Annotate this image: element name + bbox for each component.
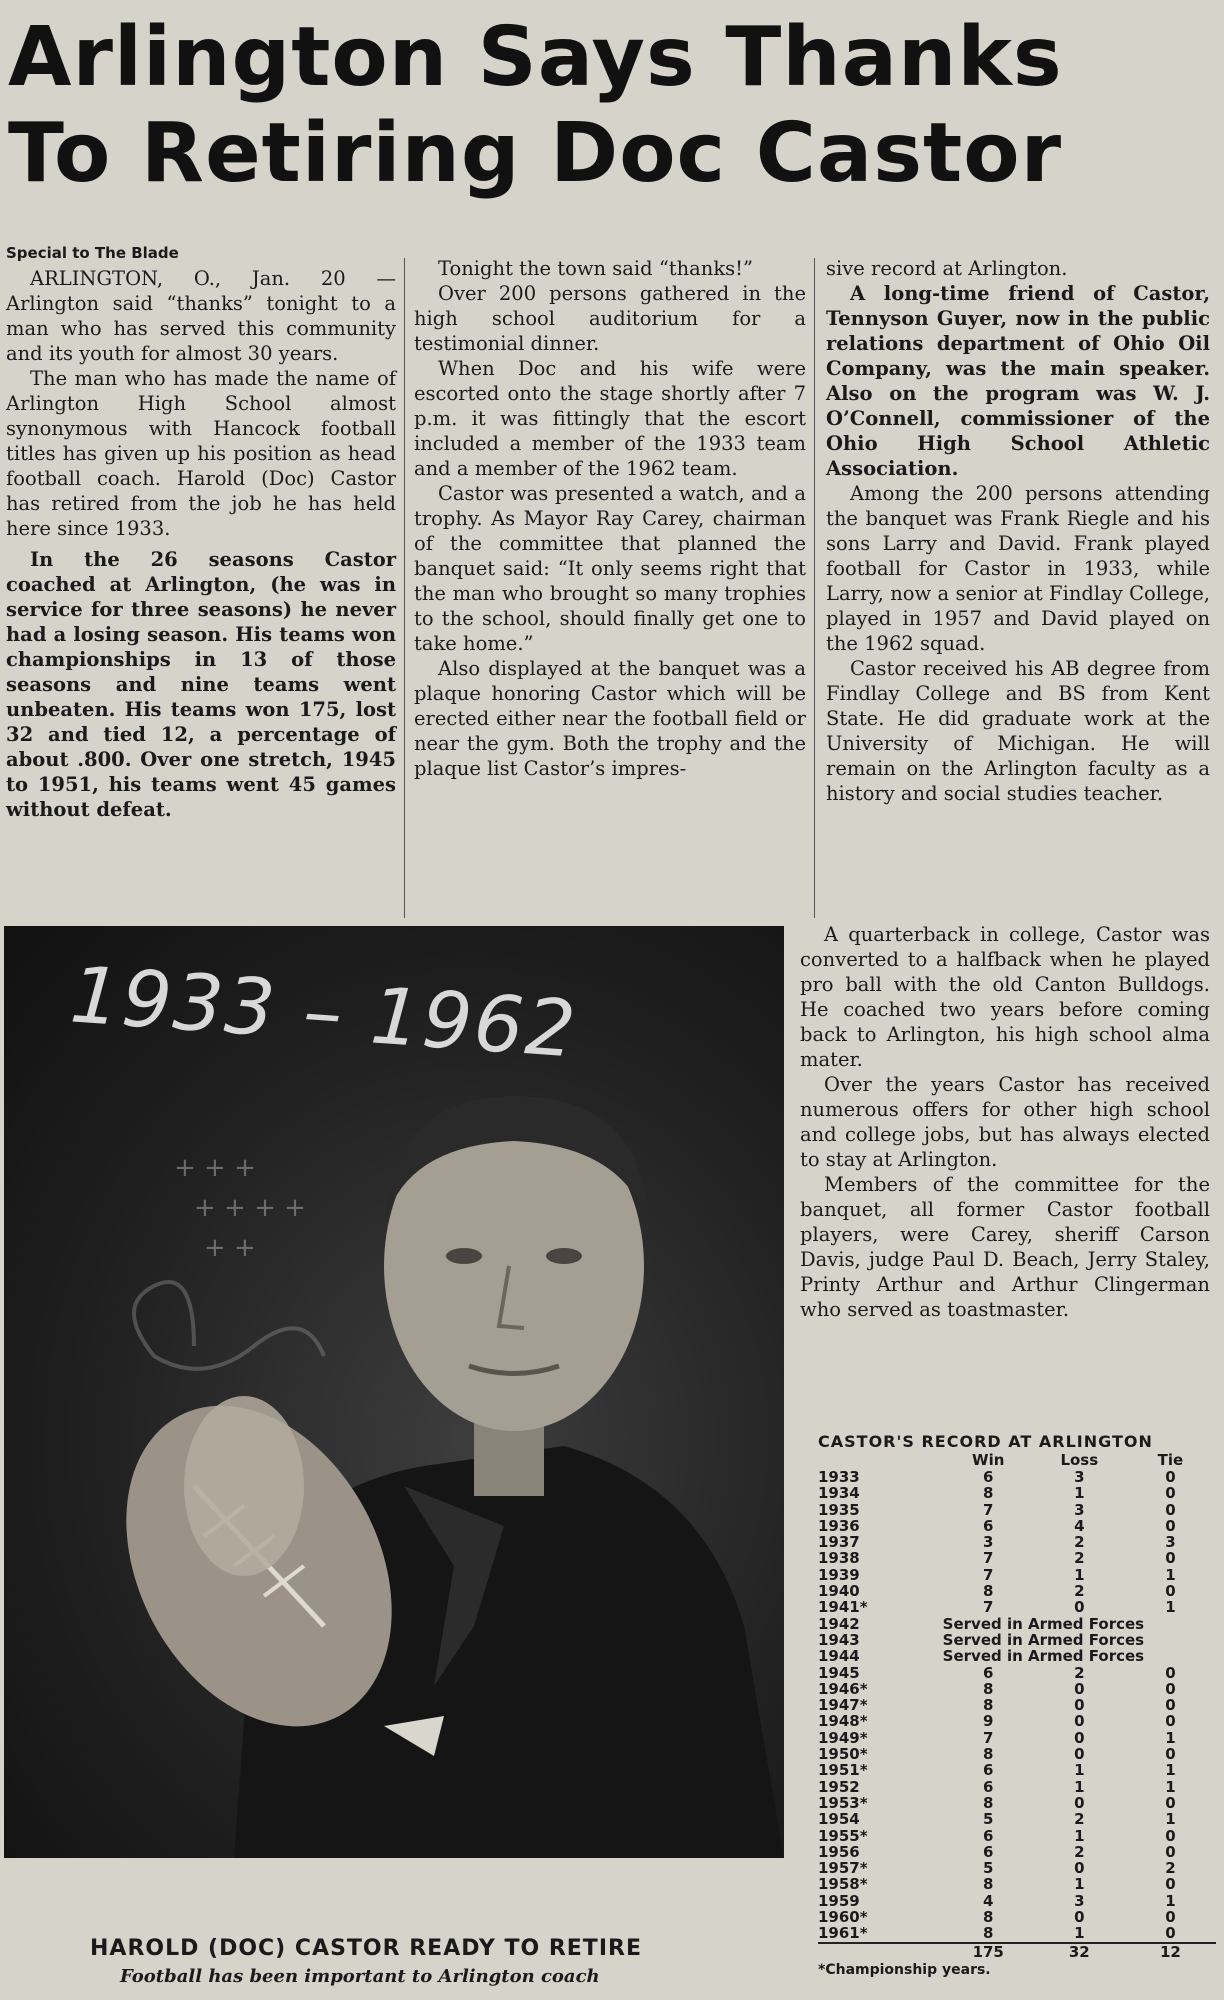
record-tie: 0 (1165, 1582, 1176, 1601)
total-losses: 32 (1034, 1943, 1125, 1960)
record-note: Served in Armed Forces (942, 1630, 1145, 1649)
paragraph: When Doc and his wife were escorted onto the stage shortly after 7 p.m. it was fittingly that the escort included a member of the 1933 team and a member of the 1962 team. (414, 357, 806, 480)
record-year: 1938 (818, 1549, 860, 1568)
record-win: 9 (983, 1712, 994, 1731)
record-row (818, 1909, 1216, 1925)
record-row (818, 1730, 1216, 1746)
record-win: 6 (983, 1777, 994, 1796)
record-year: 1949* (818, 1728, 868, 1747)
paragraph: sive record at Arlington. (826, 257, 1068, 280)
record-tie: 0 (1165, 1663, 1176, 1682)
record-win: 8 (983, 1582, 994, 1601)
record-win: 8 (983, 1484, 994, 1503)
record-row (818, 1828, 1216, 1844)
record-loss: 2 (1074, 1842, 1085, 1861)
record-year: 1951* (818, 1761, 868, 1780)
record-win: 7 (983, 1728, 994, 1747)
record-row (818, 1632, 1216, 1648)
photo-caption-subtitle: Football has been important to Arlington coach (120, 1966, 600, 1987)
record-row (818, 1844, 1216, 1860)
record-row (818, 1746, 1216, 1762)
paragraph: Castor received his AB degree from Findlay College and BS from Kent State. He did graduate work at the University of Michigan. He will remain on the Arlington faculty as a history and social studies teacher. (826, 657, 1210, 805)
record-win: 6 (983, 1761, 994, 1780)
record-row (818, 1616, 1216, 1632)
record-win: 5 (983, 1859, 994, 1878)
svg-text:+ + +: + + + (174, 1153, 256, 1183)
record-tie: 1 (1165, 1598, 1176, 1617)
paragraph: ARLINGTON, O., Jan. 20 — Arlington said “thanks” tonight to a man who has served this community and its youth for almost 30 years. (6, 267, 396, 365)
record-win: 3 (983, 1533, 994, 1552)
record-year: 1959 (818, 1891, 860, 1910)
record-year: 1956 (818, 1842, 860, 1861)
record-year: 1936 (818, 1516, 860, 1535)
record-win: 8 (983, 1908, 994, 1927)
record-tie: 0 (1165, 1875, 1176, 1894)
paragraph: Castor was presented a watch, and a trophy. As Mayor Ray Carey, chairman of the committee that planned the banquet said: “It only seems right that the man who brought so many trophies to the school, should finally get one to take home.” (414, 482, 806, 655)
record-tie: 0 (1165, 1924, 1176, 1943)
record-year: 1934 (818, 1484, 860, 1503)
record-year: 1942 (818, 1614, 860, 1633)
record-loss: 3 (1074, 1500, 1085, 1519)
record-row (818, 1485, 1216, 1501)
record-tie: 0 (1165, 1500, 1176, 1519)
record-totals-row (818, 1943, 1216, 1960)
record-tie: 0 (1165, 1842, 1176, 1861)
record-year: 1961* (818, 1924, 868, 1943)
record-loss: 1 (1074, 1761, 1085, 1780)
record-loss: 0 (1074, 1679, 1085, 1698)
record-tie: 0 (1165, 1908, 1176, 1927)
record-tie: 0 (1165, 1793, 1176, 1812)
record-note: Served in Armed Forces (942, 1647, 1145, 1666)
record-row (818, 1550, 1216, 1566)
record-win: 8 (983, 1793, 994, 1812)
record-header-row (818, 1451, 1216, 1469)
record-year: 1939 (818, 1565, 860, 1584)
record-year: 1935 (818, 1500, 860, 1519)
record-year: 1946* (818, 1679, 868, 1698)
record-loss: 0 (1074, 1859, 1085, 1878)
record-loss: 4 (1074, 1516, 1085, 1535)
record-win: 7 (983, 1598, 994, 1617)
record-row (818, 1681, 1216, 1697)
column-divider (814, 258, 815, 918)
record-loss: 3 (1074, 1468, 1085, 1486)
record-year: 1940 (818, 1582, 860, 1601)
record-tie: 1 (1165, 1777, 1176, 1796)
record-loss: 2 (1074, 1549, 1085, 1568)
record-tie: 1 (1165, 1565, 1176, 1584)
record-row (818, 1762, 1216, 1778)
headline (0, 10, 1224, 202)
record-win: 8 (983, 1924, 994, 1943)
win-header: Win (972, 1451, 1005, 1469)
record-tie: 3 (1165, 1533, 1176, 1552)
record-tie: 1 (1165, 1728, 1176, 1747)
record-year: 1954 (818, 1810, 860, 1829)
record-row (818, 1599, 1216, 1615)
record-row (818, 1583, 1216, 1599)
record-win: 7 (983, 1549, 994, 1568)
record-tie: 0 (1165, 1468, 1176, 1486)
total-wins: 175 (943, 1943, 1034, 1960)
record-body (818, 1469, 1216, 1943)
paragraph: Over the years Castor has received numerous offers for other high school and college jobs, but has always elected to stay at Arlington. (800, 1073, 1210, 1171)
record-loss: 1 (1074, 1826, 1085, 1845)
record-year: 1941* (818, 1598, 868, 1617)
byline: Special to The Blade (6, 244, 179, 262)
record-win: 6 (983, 1468, 994, 1486)
record-loss: 1 (1074, 1924, 1085, 1943)
record-year: 1945 (818, 1663, 860, 1682)
record-loss: 2 (1074, 1533, 1085, 1552)
paragraph: Tonight the town said “thanks!” (438, 257, 753, 280)
record-table (818, 1432, 1216, 1978)
record-tie: 0 (1165, 1549, 1176, 1568)
photo-illustration (4, 926, 784, 1858)
record-win: 6 (983, 1663, 994, 1682)
record-year: 1950* (818, 1745, 868, 1764)
record-row (818, 1795, 1216, 1811)
article-column-3-continued (800, 922, 1210, 1322)
record-note: Served in Armed Forces (942, 1614, 1145, 1633)
record-tie: 0 (1165, 1516, 1176, 1535)
headline-line-1: Arlington Says Thanks (8, 10, 1063, 105)
headline-line-2: To Retiring Doc Castor (8, 106, 1063, 201)
record-win: 6 (983, 1826, 994, 1845)
paragraph: A quarterback in college, Castor was converted to a halfback when he played pro ball with the old Canton Bulldogs. He coached two years before coming back to Arlington, his high school alma mater. (800, 923, 1210, 1071)
record-year: 1937 (818, 1533, 860, 1552)
svg-text:+ + + +: + + + + (194, 1193, 306, 1223)
record-tie: 2 (1165, 1859, 1176, 1878)
chalk-writing: 1933 – 1962 (67, 950, 581, 1076)
record-year: 1960* (818, 1908, 868, 1927)
record-row (818, 1811, 1216, 1827)
article-column-2 (414, 256, 806, 781)
paragraph: Over 200 persons gathered in the high school auditorium for a testimonial dinner. (414, 282, 806, 355)
record-loss: 0 (1074, 1745, 1085, 1764)
record-win: 4 (983, 1891, 994, 1910)
record-tie: 0 (1165, 1696, 1176, 1715)
photo-caption-title: HAROLD (DOC) CASTOR READY TO RETIRE (90, 1936, 642, 1961)
loss-header: Loss (1060, 1451, 1099, 1469)
record-tie: 0 (1165, 1826, 1176, 1845)
record-loss: 0 (1074, 1696, 1085, 1715)
record-row (818, 1648, 1216, 1664)
record-year: 1943 (818, 1630, 860, 1649)
record-year: 1955* (818, 1826, 868, 1845)
record-win: 6 (983, 1842, 994, 1861)
record-win: 5 (983, 1810, 994, 1829)
coach-photo (4, 926, 784, 1858)
record-win: 6 (983, 1516, 994, 1535)
record-row (818, 1713, 1216, 1729)
record-year: 1953* (818, 1793, 868, 1812)
record-row (818, 1925, 1216, 1942)
record-tie: 0 (1165, 1712, 1176, 1731)
record-row (818, 1518, 1216, 1534)
record-loss: 2 (1074, 1582, 1085, 1601)
record-loss: 3 (1074, 1891, 1085, 1910)
bold-paragraph: In the 26 seasons Castor coached at Arlington, (he was in service for three seasons) he never had a losing season. His teams won championships in 13 of those seasons and nine teams went unbeaten. His teams won 175, lost 32 and tied 12, a percentage of about .800. Over one stretch, 1945 to 1951, his teams went 45 games without defeat. (6, 548, 396, 821)
column-divider (404, 258, 405, 918)
record-loss: 0 (1074, 1598, 1085, 1617)
record-year: 1947* (818, 1696, 868, 1715)
year-header (818, 1451, 943, 1469)
record-year: 1957* (818, 1859, 868, 1878)
record-loss: 0 (1074, 1712, 1085, 1731)
record-row (818, 1567, 1216, 1583)
bold-paragraph: A long-time friend of Castor, Tennyson Guyer, now in the public relations department of Ohio Oil Company, was the main speaker. Also on the program was W. J. O’Connell, commissioner of the Ohio High School Athletic Association. (826, 282, 1210, 480)
record-row (818, 1876, 1216, 1892)
record-win: 8 (983, 1875, 994, 1894)
record-loss: 1 (1074, 1777, 1085, 1796)
record-row (818, 1534, 1216, 1550)
record-year: 1958* (818, 1875, 868, 1894)
record-loss: 0 (1074, 1728, 1085, 1747)
article-column-3 (826, 256, 1210, 806)
record-row (818, 1860, 1216, 1876)
record-row (818, 1665, 1216, 1681)
record-tie: 1 (1165, 1810, 1176, 1829)
record-row (818, 1502, 1216, 1518)
record-year: 1933 (818, 1468, 860, 1486)
record-loss: 0 (1074, 1793, 1085, 1812)
paragraph: Among the 200 persons attending the banquet was Frank Riegle and his sons Larry and David. Frank played football for Castor in 1933, while Larry, now a senior at Findlay College, played in 1957 and David played on the 1962 squad. (826, 482, 1210, 655)
record-win: 8 (983, 1745, 994, 1764)
svg-text:+ +: + + (204, 1233, 256, 1263)
record-row (818, 1697, 1216, 1713)
record-year: 1948* (818, 1712, 868, 1731)
record-year: 1952 (818, 1777, 860, 1796)
record-loss: 1 (1074, 1484, 1085, 1503)
tie-header: Tie (1157, 1451, 1184, 1469)
record-loss: 2 (1074, 1663, 1085, 1682)
record-tie: 0 (1165, 1484, 1176, 1503)
record-tie: 0 (1165, 1679, 1176, 1698)
record-win: 7 (983, 1565, 994, 1584)
article-column-1 (6, 266, 396, 822)
record-loss: 0 (1074, 1908, 1085, 1927)
paragraph: Members of the committee for the banquet, all former Castor football players, were Carey, sheriff Carson Davis, judge Paul D. Beach, Jerry Staley, Printy Arthur and Arthur Clingerman who served as toastmaster. (800, 1173, 1210, 1321)
record-win: 8 (983, 1696, 994, 1715)
record-row (818, 1893, 1216, 1909)
record-title: CASTOR'S RECORD AT ARLINGTON (818, 1432, 1153, 1451)
record-loss: 1 (1074, 1875, 1085, 1894)
paragraph: Also displayed at the banquet was a plaque honoring Castor which will be erected either near the football field or near the gym. Both the trophy and the plaque list Castor’s impres- (414, 657, 806, 780)
record-row (818, 1779, 1216, 1795)
record-tie: 0 (1165, 1745, 1176, 1764)
record-win: 7 (983, 1500, 994, 1519)
record-loss: 1 (1074, 1565, 1085, 1584)
record-grid (818, 1451, 1216, 1960)
record-year: 1944 (818, 1647, 860, 1666)
record-tie: 1 (1165, 1891, 1176, 1910)
record-row (818, 1469, 1216, 1485)
total-ties: 12 (1125, 1943, 1216, 1960)
record-loss: 2 (1074, 1810, 1085, 1829)
record-win: 8 (983, 1679, 994, 1698)
paragraph: The man who has made the name of Arlington High School almost synonymous with Hancock football titles has given up his position as head football coach. Harold (Doc) Castor has retired from the job he has held here since 1933. (6, 367, 396, 540)
record-tie: 1 (1165, 1761, 1176, 1780)
record-footnote: *Championship years. (818, 1961, 991, 1978)
totals-label (818, 1943, 943, 1960)
